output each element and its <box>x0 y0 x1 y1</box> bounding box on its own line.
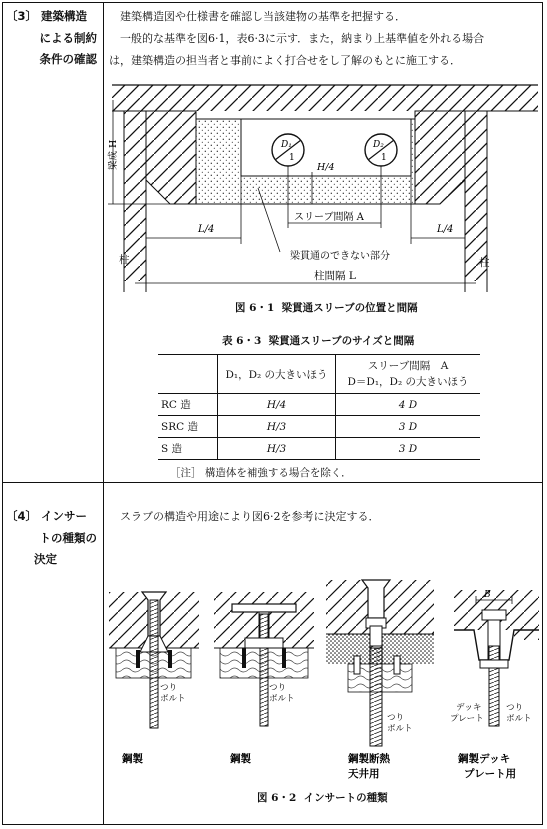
label-column-left: 柱 <box>119 254 130 266</box>
svg-text:プレート: プレート <box>450 714 484 724</box>
table-cell-size: H/3 <box>218 438 336 460</box>
figure-6-1-caption: 図 6・1 梁貫通スリーブの位置と間隔 <box>235 302 418 314</box>
type-label-1: 鋼製 <box>122 753 143 765</box>
label-bolt-3: つり <box>387 713 405 723</box>
label-bolt-2: つり <box>269 683 287 693</box>
section-3-text-line-3: は，建築構造の担当者と事前によく打合せをし了解のもとに施工する． <box>109 54 461 67</box>
figure-6-1-beam-sleeve-diagram <box>0 0 547 300</box>
table-header-cell-3: スリーブ間隔 A D＝D₁，D₂ の大きいほう <box>336 355 481 394</box>
type-label-3-line-1: 鋼製断熱 <box>348 753 390 765</box>
table-cell-type: SRC 造 <box>158 416 218 438</box>
label-d2-one: 1 <box>381 153 387 163</box>
label-deck-plate: デッキ <box>456 703 482 713</box>
figure-6-2-caption: 図 6・2 インサートの種類 <box>257 792 388 804</box>
insert-type-steel-1 <box>109 592 199 728</box>
table-cell-interval: 3 D <box>336 416 481 438</box>
table-header-cell-2: D₁，D₂ の大きいほう <box>218 355 336 394</box>
table-cell-interval: 4 D <box>336 394 481 416</box>
label-d2: D₂ <box>373 140 384 150</box>
label-h4: H/4 <box>317 162 335 173</box>
label-bolt-1: つり <box>160 683 178 693</box>
section-3-text-line-2: 一般的な基準を図6·1，表6·3に示す．また，納まり上基準値を外れる場合 <box>120 32 485 45</box>
insert-type-insulated-ceiling <box>326 580 434 746</box>
svg-text:ボルト: ボルト <box>506 714 532 724</box>
type-label-4-line-1: 鋼製デッキ <box>458 753 511 765</box>
table-header-cell-1 <box>158 355 218 394</box>
table-cell-size: H/4 <box>218 394 336 416</box>
section-divider <box>2 482 543 483</box>
table-cell-size: H/3 <box>218 416 336 438</box>
figure-6-2-insert-types <box>104 570 544 810</box>
table-note: ［注］ 構造体を補強する場合を除く． <box>170 467 352 479</box>
type-label-2: 鋼製 <box>230 753 251 765</box>
label-dim-b: B <box>484 590 491 600</box>
label-sleeve-interval: スリーブ間隔 A <box>294 212 364 223</box>
label-bolt-4: つり <box>506 703 524 713</box>
label-d1: D₁ <box>281 140 292 150</box>
label-l4-right: L/4 <box>437 224 454 235</box>
table-row <box>158 438 480 460</box>
section-4-text-line-1: スラブの構造や用途により図6·2を参考に決定する． <box>120 510 380 523</box>
section-3-text-line-1: 建築構造図や仕様書を確認し当該建物の基準を把握する． <box>120 10 406 23</box>
section-4-heading: 〔4〕 インサー トの種類の 決定 <box>6 509 97 566</box>
type-label-3-line-2: 天井用 <box>348 768 380 780</box>
table-cell-type: RC 造 <box>158 394 218 416</box>
svg-text:ボルト: ボルト <box>387 724 413 734</box>
label-no-penetration: 梁貫通のできない部分 <box>290 251 390 262</box>
type-label-4-line-2: プレート用 <box>464 768 517 780</box>
label-beam-depth: 梁成 H <box>108 139 119 170</box>
svg-text:ボルト: ボルト <box>269 694 295 704</box>
label-column-interval: 柱間隔 L <box>314 270 356 282</box>
label-column-right: 柱 <box>479 257 490 269</box>
table-cell-interval: 3 D <box>336 438 481 460</box>
table-cell-type: S 造 <box>158 438 218 460</box>
table-row <box>158 416 480 438</box>
label-d1-one: 1 <box>289 153 295 163</box>
insert-type-steel-2 <box>214 592 314 726</box>
table-header-row <box>158 355 480 394</box>
svg-text:ボルト: ボルト <box>160 694 186 704</box>
table-row <box>158 394 480 416</box>
table-6-3-caption: 表 6・3 梁貫通スリーブのサイズと間隔 <box>222 335 415 347</box>
sleeve-size-table <box>158 354 480 460</box>
label-l4-left: L/4 <box>198 224 215 235</box>
section-3-heading: 〔3〕 建築構造 による制約 条件の確認 <box>6 9 97 66</box>
